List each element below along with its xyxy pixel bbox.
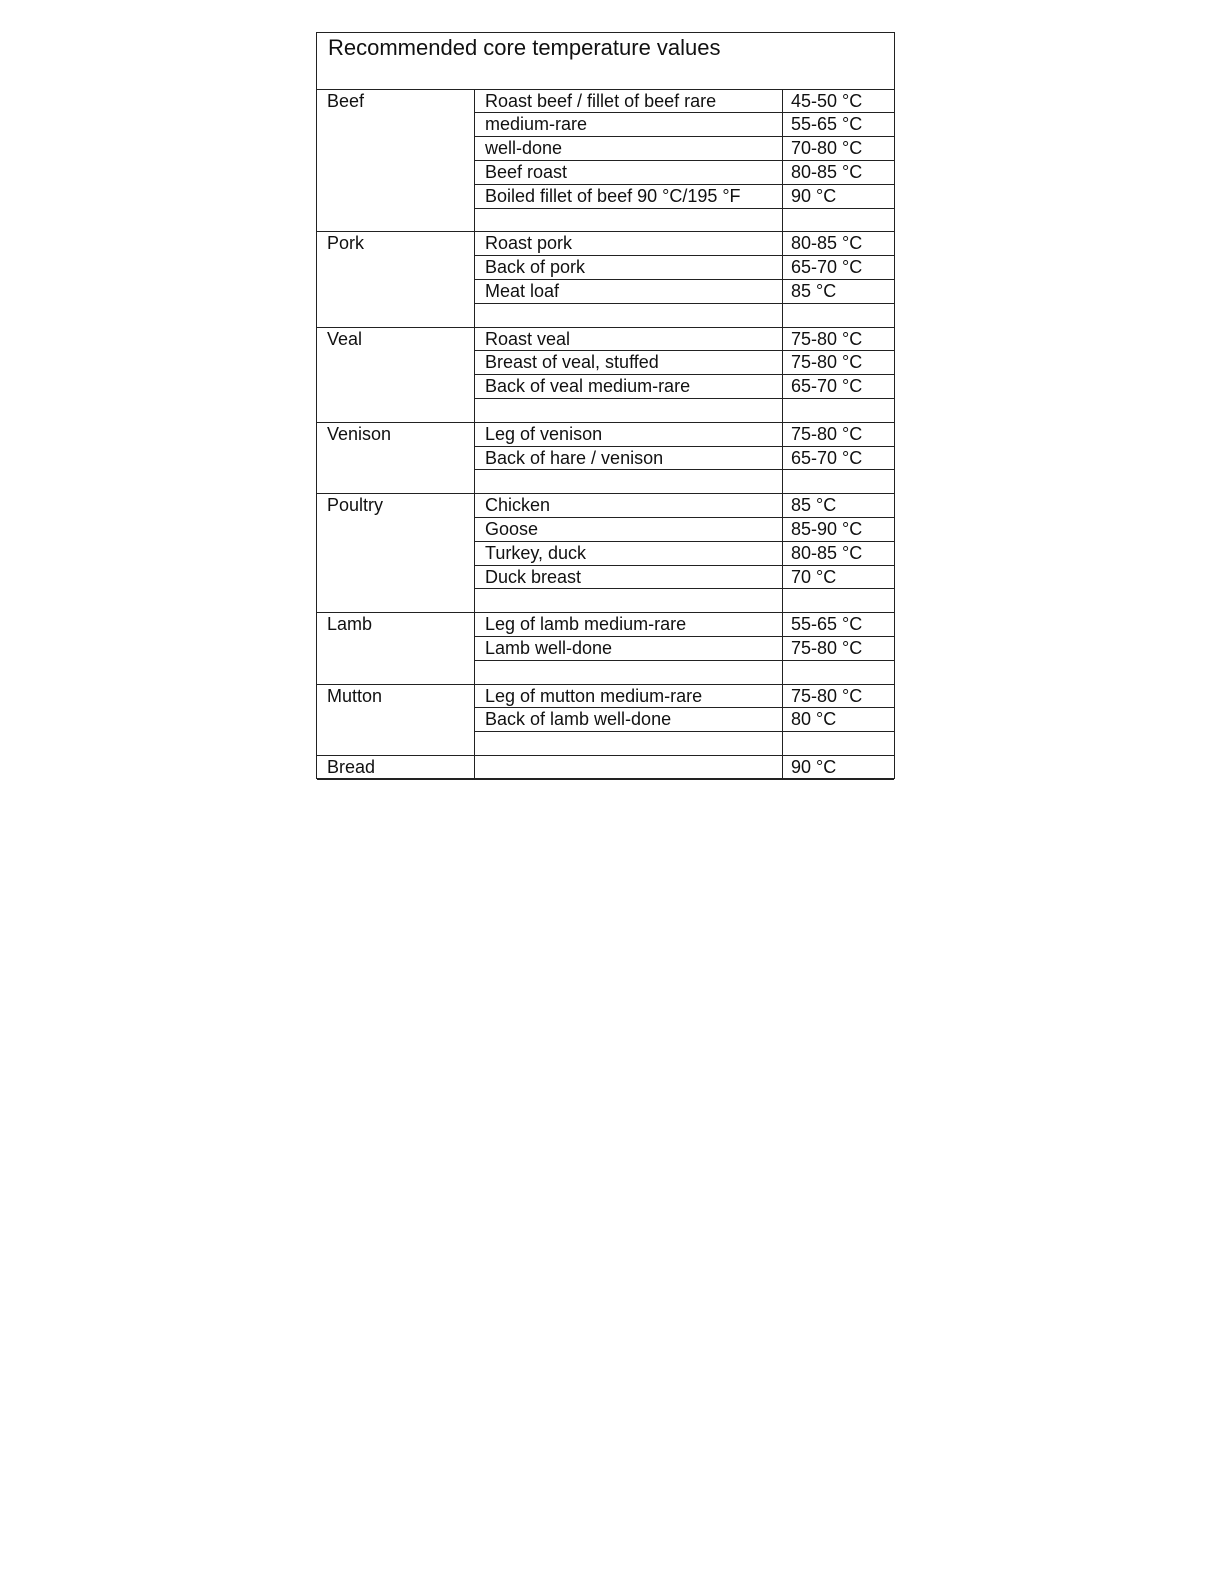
dish-name: Boiled fillet of beef 90 °C/195 °F [485,185,741,206]
dish-name: Breast of veal, stuffed [485,352,659,373]
dish-name: Meat loaf [485,280,560,301]
dish-name: Roast veal [485,328,571,349]
dish-name: Leg of mutton medium-rare [485,685,703,706]
dish-name: Turkey, duck [485,542,587,563]
category-label: Mutton [327,685,383,706]
temperature-value: 80 °C [791,709,837,730]
row-divider [474,398,894,399]
temperature-value: 75-80 °C [791,352,863,373]
temperature-value: 85-90 °C [791,518,863,539]
category-label: Beef [327,90,365,111]
dish-name: Back of veal medium-rare [485,376,691,397]
dish-name: Duck breast [485,566,582,587]
temperature-value: 70-80 °C [791,138,863,159]
dish-name: medium-rare [485,114,588,135]
category-label: Lamb [327,614,373,635]
dish-name: Beef roast [485,161,568,182]
temperature-value: 55-65 °C [791,114,863,135]
category-label: Bread [327,756,376,777]
row-divider [474,731,894,732]
dish-name: Leg of lamb medium-rare [485,614,687,635]
category-label: Poultry [327,495,384,516]
temperature-value: 65-70 °C [791,447,863,468]
temperature-value: 90 °C [791,185,837,206]
dish-name: Chicken [485,495,551,516]
temperature-value: 75-80 °C [791,685,863,706]
temperature-value: 80-85 °C [791,161,863,182]
dish-name: Roast pork [485,233,573,254]
row-divider [474,660,894,661]
temperature-value: 65-70 °C [791,257,863,278]
core-temperature-table [316,32,895,779]
temperature-value: 55-65 °C [791,614,863,635]
row-divider [474,303,894,304]
temperature-value: 80-85 °C [791,233,863,254]
dish-name: well-done [485,138,563,159]
dish-name: Goose [485,518,539,539]
temperature-value: 90 °C [791,756,837,777]
table-title: Recommended core temperature values [328,35,721,60]
dish-name: Back of pork [485,257,586,278]
temperature-value: 75-80 °C [791,328,863,349]
row-divider [474,469,894,470]
dish-name: Leg of venison [485,423,603,444]
temperature-value: 65-70 °C [791,376,863,397]
dish-name: Roast beef / fillet of beef rare [485,90,717,111]
temperature-value: 70 °C [791,566,837,587]
dish-name: Back of lamb well-done [485,709,672,730]
group-divider [317,779,894,780]
category-label: Pork [327,233,365,254]
dish-name: Lamb well-done [485,637,613,658]
temperature-column-divider [782,89,783,779]
temperature-value: 75-80 °C [791,423,863,444]
temperature-value: 75-80 °C [791,637,863,658]
category-column-divider [474,89,475,779]
temperature-value: 85 °C [791,495,837,516]
temperature-value: 85 °C [791,280,837,301]
dish-name: Back of hare / venison [485,447,664,468]
category-label: Venison [327,423,392,444]
temperature-value: 80-85 °C [791,542,863,563]
row-divider [474,588,894,589]
category-label: Veal [327,328,363,349]
row-divider [474,208,894,209]
temperature-value: 45-50 °C [791,90,863,111]
